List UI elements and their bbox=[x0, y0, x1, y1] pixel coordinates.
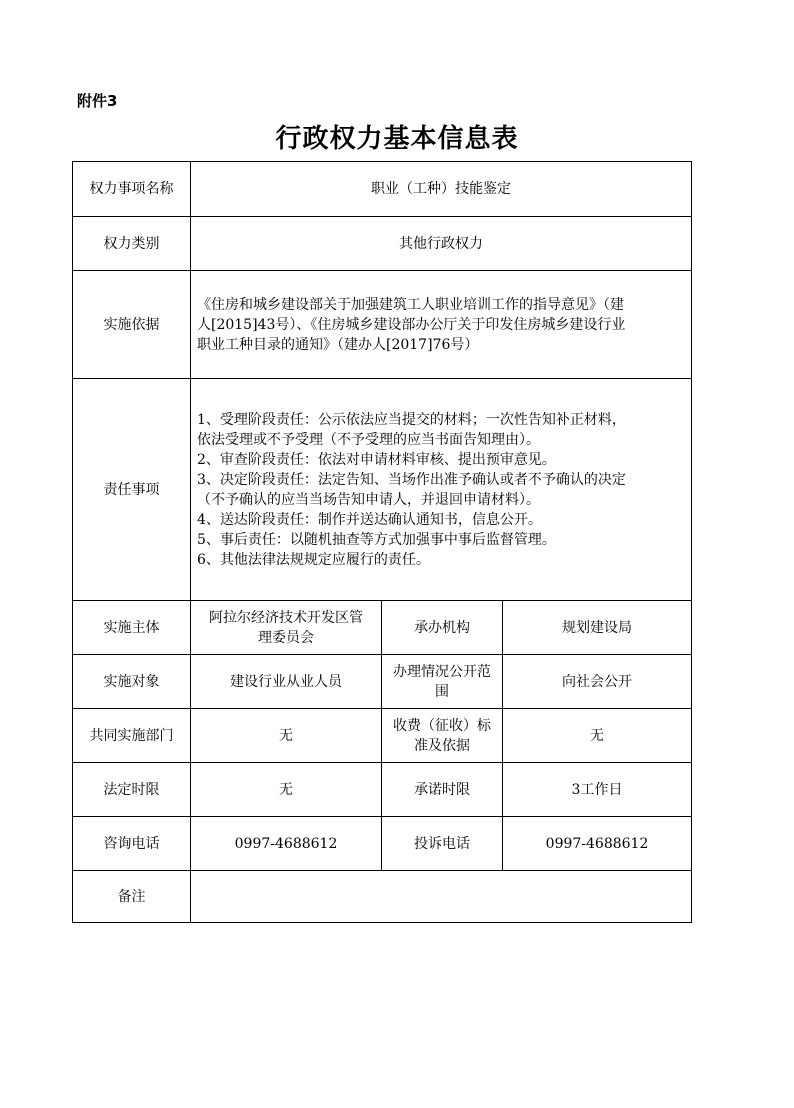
value-target: 建设行业从业人员 bbox=[191, 655, 382, 709]
duty-line: 1、受理阶段责任：公示依法应当提交的材料；一次性告知补正材料， bbox=[197, 411, 626, 428]
row-phone bbox=[73, 817, 692, 871]
label-power-name: 权力事项名称 bbox=[73, 162, 191, 217]
basis-line: 《住房和城乡建设部关于加强建筑工人职业培训工作的指导意见》（建 bbox=[197, 296, 624, 313]
label-legal-deadline: 法定时限 bbox=[73, 763, 191, 817]
value-complaint-phone: 0997-4688612 bbox=[503, 817, 692, 871]
info-table bbox=[72, 161, 692, 923]
subject-line: 理委员会 bbox=[258, 629, 314, 646]
duty-line: 3、决定阶段责任：法定告知、当场作出准予确认或者不予确认的决定 bbox=[197, 471, 626, 488]
label-promised-deadline: 承诺时限 bbox=[382, 763, 503, 817]
duty-line: （不予确认的应当当场告知申请人，并退回申请材料）。 bbox=[197, 491, 540, 508]
duty-line: 依法受理或不予受理（不予受理的应当书面告知理由）。 bbox=[197, 431, 540, 448]
label-disclosure-scope bbox=[382, 655, 503, 709]
label-target: 实施对象 bbox=[73, 655, 191, 709]
duty-line: 5、事后责任：以随机抽查等方式加强事中事后监督管理。 bbox=[197, 531, 556, 548]
value-consult-phone: 0997-4688612 bbox=[191, 817, 382, 871]
row-power-category bbox=[73, 217, 692, 271]
row-basis bbox=[73, 271, 692, 379]
value-joint-dept: 无 bbox=[191, 709, 382, 763]
label-consult-phone: 咨询电话 bbox=[73, 817, 191, 871]
disclosure-line: 办理情况公开范 bbox=[393, 663, 491, 680]
row-deadline bbox=[73, 763, 692, 817]
label-complaint-phone: 投诉电话 bbox=[382, 817, 503, 871]
value-duties bbox=[191, 379, 692, 601]
value-promised-deadline: 3工作日 bbox=[503, 763, 692, 817]
fee-line: 收费（征收）标 bbox=[393, 717, 491, 734]
value-handling-agency: 规划建设局 bbox=[503, 601, 692, 655]
value-legal-deadline: 无 bbox=[191, 763, 382, 817]
label-remarks: 备注 bbox=[73, 871, 191, 923]
value-power-category: 其他行政权力 bbox=[191, 217, 692, 271]
fee-line: 准及依据 bbox=[414, 737, 470, 754]
basis-line: 职业工种目录的通知》（建办人[2017]76号） bbox=[197, 336, 479, 353]
label-fee-basis bbox=[382, 709, 503, 763]
subject-line: 阿拉尔经济技术开发区管 bbox=[209, 609, 363, 626]
value-power-name: 职业（工种）技能鉴定 bbox=[191, 162, 692, 217]
duty-line: 4、送达阶段责任：制作并送达确认通知书，信息公开。 bbox=[197, 511, 542, 528]
value-remarks bbox=[191, 871, 692, 923]
value-subject bbox=[191, 601, 382, 655]
row-subject bbox=[73, 601, 692, 655]
label-basis: 实施依据 bbox=[73, 271, 191, 379]
page-title: 行政权力基本信息表 bbox=[275, 124, 519, 154]
attachment-label: 附件3 bbox=[77, 92, 118, 110]
value-basis bbox=[191, 271, 692, 379]
row-joint bbox=[73, 709, 692, 763]
row-duties bbox=[73, 379, 692, 601]
row-remarks bbox=[73, 871, 692, 923]
label-joint-dept: 共同实施部门 bbox=[73, 709, 191, 763]
duty-line: 2、审查阶段责任：依法对申请材料审核、提出预审意见。 bbox=[197, 451, 556, 468]
label-duties: 责任事项 bbox=[73, 379, 191, 601]
basis-line: 人[2015]43号）、《住房城乡建设部办公厅关于印发住房城乡建设行业 bbox=[197, 316, 626, 333]
row-power-name bbox=[73, 162, 692, 217]
label-subject: 实施主体 bbox=[73, 601, 191, 655]
duty-line: 6、其他法律法规规定应履行的责任。 bbox=[197, 551, 430, 568]
value-fee-basis: 无 bbox=[503, 709, 692, 763]
row-target bbox=[73, 655, 692, 709]
disclosure-line: 围 bbox=[435, 683, 449, 700]
label-handling-agency: 承办机构 bbox=[382, 601, 503, 655]
label-power-category: 权力类别 bbox=[73, 217, 191, 271]
value-disclosure-scope: 向社会公开 bbox=[503, 655, 692, 709]
